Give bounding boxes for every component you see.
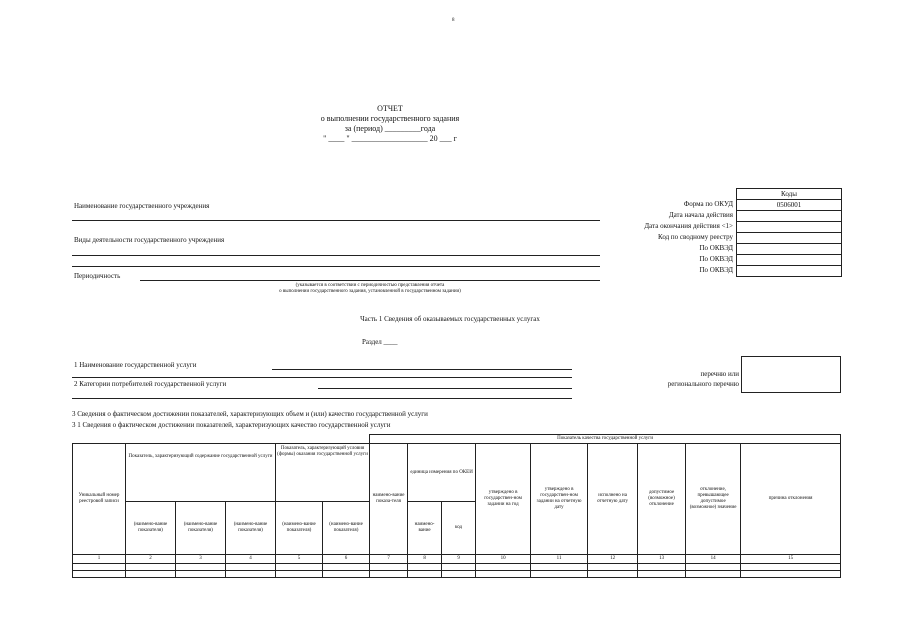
activity-types-label: Виды деятельности государственного учреждения [74, 236, 225, 244]
codes-label: Дата начала действия [668, 211, 733, 219]
fill-line [72, 377, 572, 378]
sub-name-header: (наимено-вание показателя) [176, 502, 226, 555]
code-cell [737, 266, 842, 277]
codes-header: Коды [737, 189, 842, 200]
col-number: 11 [531, 555, 588, 564]
report-date: " ____ " ___________________ 20 ___ г [323, 134, 457, 143]
col-number: 7 [370, 555, 408, 564]
sub-name-header: (наимено-вание показателя) [226, 502, 276, 555]
quality-table [72, 434, 841, 578]
table-row [73, 564, 841, 571]
section-label: Раздел ____ [362, 338, 398, 346]
registry-code-box [741, 356, 841, 393]
content-indicator-header: Показатель, характеризующий содержание государственной услуги [126, 444, 276, 502]
codes-label: По ОКВЭД [699, 255, 733, 263]
codes-label: Форма по ОКУД [683, 200, 733, 208]
conditions-indicator-header: Показатель, характеризующий условия (формы) оказания государственной услуги [276, 444, 370, 502]
service-name-label: 1 Наименование государственной услуги [74, 361, 197, 369]
approved-year-header: утверждено в государствен-ном задании на год [476, 444, 531, 555]
col-number: 5 [276, 555, 323, 564]
code-cell [737, 222, 842, 233]
regional-list-label: регионального перечню [667, 380, 739, 388]
unit-code-header: код [442, 502, 476, 555]
fill-line [272, 369, 572, 370]
okud-code: 0506001 [737, 200, 842, 211]
item31-label: 3 1 Сведения о фактическом достижении показателей, характеризующих качество государственной услуги [72, 421, 391, 429]
column-numbers-row [73, 555, 841, 564]
col-number: 6 [323, 555, 370, 564]
page-number: 8 [452, 18, 455, 23]
col-number: 12 [588, 555, 638, 564]
table-row [73, 571, 841, 578]
codes-label: Дата окончания действия <1> [644, 222, 733, 230]
codes-label: Код по сводному реестру [658, 233, 733, 241]
part-title: Часть 1 Сведения об оказываемых государственных услугах [360, 315, 540, 323]
sub-name-header: (наимено-вание показателя) [126, 502, 176, 555]
col-number: 15 [741, 555, 841, 564]
sub-name-header: (наимено-вание показателя) [276, 502, 323, 555]
approved-date-header: утверждено в государствен-ном задании на отчетную дату [531, 444, 588, 555]
report-header [300, 104, 480, 144]
fill-line [72, 220, 600, 221]
codes-label: По ОКВЭД [699, 244, 733, 252]
institution-name-label: Наименование государственного учреждения [74, 202, 210, 210]
periodicity-note-line: о выполнении государственного задания, установленной в государственном задании) [279, 289, 461, 294]
code-cell [737, 211, 842, 222]
report-title: ОТЧЕТ [377, 104, 403, 113]
col-number: 10 [476, 555, 531, 564]
indicator-name-header: наимено-вание показа-теля [370, 444, 408, 555]
periodicity-note [220, 283, 520, 295]
col-number: 1 [73, 555, 126, 564]
col-number: 3 [176, 555, 226, 564]
quality-header: Показатель качества государственной услуги [370, 435, 841, 444]
list-or-label: перечню или [700, 370, 739, 378]
blank-cell [73, 435, 370, 444]
fill-line [318, 388, 572, 389]
code-cell [737, 255, 842, 266]
report-period: за (период) _________года [344, 124, 436, 133]
consumers-label: 2 Категории потребителей государственной услуги [74, 380, 227, 388]
codes-label: По ОКВЭД [699, 266, 733, 274]
allowed-deviation-header: допустимое (возможное) отклонение [638, 444, 686, 555]
unique-number-header: Уникальный номер реестровой записи [73, 444, 126, 555]
fill-line [72, 398, 572, 399]
fill-line [140, 280, 600, 281]
fill-line [72, 255, 600, 256]
codes-table [736, 188, 842, 277]
col-number: 9 [442, 555, 476, 564]
periodicity-label: Периодичность [74, 272, 121, 280]
code-cell [737, 244, 842, 255]
col-number: 13 [638, 555, 686, 564]
col-number: 2 [126, 555, 176, 564]
report-subtitle: о выполнении государственного задания [320, 114, 460, 123]
col-number: 8 [408, 555, 442, 564]
periodicity-note-line: (указывается в соответствии с периодичностью представления отчета [295, 283, 445, 288]
unit-header: единица измерения по ОКЕИ [408, 444, 476, 502]
item3-label: 3 Сведения о фактическом достижении показателей, характеризующих объем и (или) качество государственной услуги [72, 410, 428, 418]
code-cell [737, 233, 842, 244]
fill-line [72, 266, 600, 267]
unit-name-header: наимено-вание [408, 502, 442, 555]
col-number: 14 [686, 555, 741, 564]
exceeding-deviation-header: отклонение, превышающее допустимое (возможное) значение [686, 444, 741, 555]
col-number: 4 [226, 555, 276, 564]
executed-header: исполнено на отчетную дату [588, 444, 638, 555]
deviation-reason-header: причина отклонения [741, 444, 841, 555]
sub-name-header: (наимено-вание показателя) [323, 502, 370, 555]
